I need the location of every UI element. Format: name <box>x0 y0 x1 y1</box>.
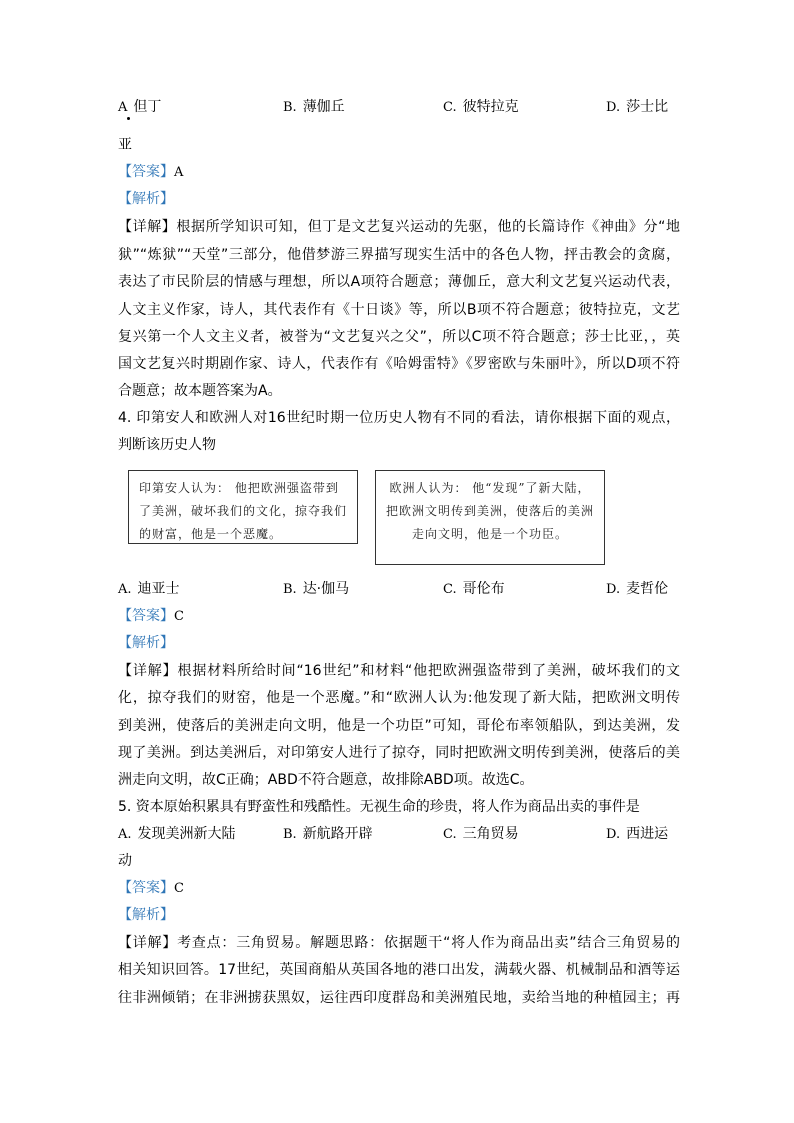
q5-option-a: A. 发现美洲新大陆 <box>118 826 236 842</box>
q5-detail-line: 往非洲倾销；在非洲掳获黑奴，运往西印度群岛和美洲殖民地，卖给当地的种植园主；再 <box>118 990 680 1006</box>
q4-option-b: B. 达·伽马 <box>283 581 350 597</box>
q3-detail-line: 国文艺复兴时期剧作家、诗人，代表作有《哈姆雷特》《罗密欧与朱丽叶》，所以D项不符 <box>118 356 680 372</box>
q4-detail-line: 化，掠夺我们的财窑，他是一个恶魔。”和“欧洲人认为:他发现了新大陆，把欧洲文明传 <box>118 690 680 706</box>
q5-option-b: B. 新航路开辟 <box>283 826 373 842</box>
q4-answer: 【答案】C <box>118 608 184 624</box>
q5-detail-line: 【详解】考查点：三角贸易。解题思路：依据题干“将人作为商品出卖”结合三角贸易的 <box>118 935 680 951</box>
indian-view-box: 印第安人认为： 他把欧洲强盗带到了美洲，破坏我们的文化，掠夺我们的财富，他是一个恶魔。 <box>128 470 358 544</box>
q5-detail-line: 相关知识回答。17世纪，英国商船从英国各地的港口出发，满载火器、机械制品和酒等运 <box>118 962 680 978</box>
q4-detail-line: 现了美洲。到达美洲后，对印第安人进行了掠夺，同时把欧洲文明传到美洲，使落后的美 <box>118 745 680 761</box>
q3-analysis-heading: 【解析】 <box>118 191 174 207</box>
q4-stem-line: 4. 印第安人和欧洲人对16世纪时期一位历史人物有不同的看法，请你根据下面的观点， <box>118 410 680 426</box>
q3-detail-line: 表达了市民阶层的情感与理想，所以A项符合题意；薄伽丘，意大利文艺复兴运动代表， <box>118 274 680 290</box>
q4-stem-line: 判断该历史人物 <box>118 437 216 453</box>
q3-detail-line: 合题意；故本题答案为A。 <box>118 383 282 399</box>
q3-detail-line: 人文主义作家，诗人，其代表作有《十日谈》等，所以B项不符合题意；彼特拉克，文艺 <box>118 302 680 318</box>
q5-analysis-heading: 【解析】 <box>118 907 174 923</box>
q3-answer: 【答案】A <box>118 164 184 180</box>
q3-option-a: A 但丁 <box>118 99 162 115</box>
dot-mark <box>127 117 130 120</box>
q5-answer: 【答案】C <box>118 880 184 896</box>
q4-analysis-heading: 【解析】 <box>118 635 174 651</box>
q4-option-d: D. 麦哲伦 <box>606 581 669 597</box>
q4-detail-line: 到美洲，使落后的美洲走向文明，他是一个功臣”可知，哥伦布率领船队，到达美洲，发 <box>118 718 680 734</box>
q5-option-d: D. 西进运 <box>606 826 669 842</box>
q3-detail-line: 狱”“炼狱”“天堂”三部分，他借梦游三界描写现实生活中的各色人物，抨击教会的贪腐， <box>118 247 680 263</box>
q4-option-a: A. 迪亚士 <box>118 581 180 597</box>
q3-detail-line: 【详解】根据所学知识可知，但丁是文艺复兴运动的先驱，他的长篇诗作《神曲》分“地 <box>118 219 680 235</box>
q4-option-c: C. 哥伦布 <box>443 581 505 597</box>
q3-detail-line: 复兴第一个人文主义者，被誉为“文艺复兴之父”，所以C项不符合题意；莎士比亚，，英 <box>118 329 680 345</box>
q5-stem: 5. 资本原始积累具有野蛮性和残酷性。无视生命的珍贵，将人作为商品出卖的事件是 <box>118 799 640 815</box>
q4-detail-line: 洲走向文明，故C正确；ABD不符合题意，故排除ABD项。故选C。 <box>118 772 534 788</box>
q5-option-wrap: 动 <box>118 853 132 869</box>
european-view-box: 欧洲人认为： 他“发现”了新大陆，把欧洲文明传到美洲，使落后的美洲走向文明，他是一个功臣。 <box>375 470 605 565</box>
q4-detail-line: 【详解】根据材料所给时间“16世纪”和材料“他把欧洲强盗带到了美洲，破坏我们的文 <box>118 663 680 679</box>
q3-option-d: D. 莎士比 <box>606 99 669 115</box>
q3-option-b: B. 薄伽丘 <box>283 99 345 115</box>
q5-option-c: C. 三角贸易 <box>443 826 519 842</box>
q3-option-c: C. 彼特拉克 <box>443 99 519 115</box>
q3-option-wrap: 亚 <box>118 137 132 153</box>
